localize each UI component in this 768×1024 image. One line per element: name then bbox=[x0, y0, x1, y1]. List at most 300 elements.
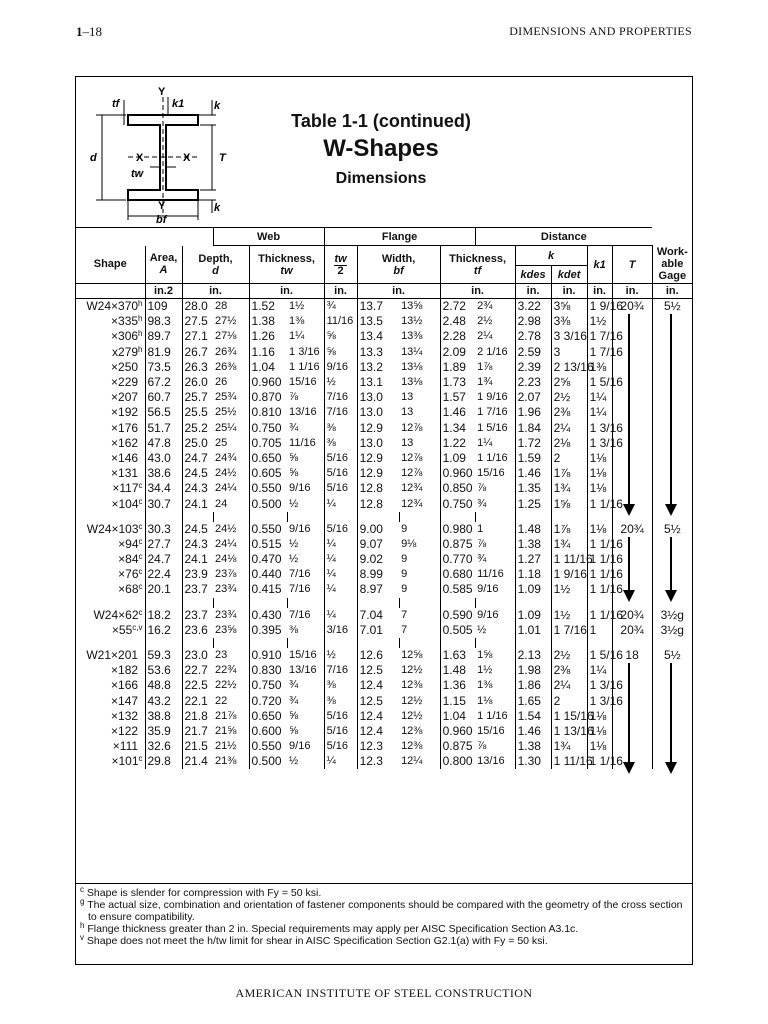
cell-dfrac: 23⅝ bbox=[215, 623, 237, 636]
cell-d: 22.1 bbox=[182, 694, 213, 709]
table-frame bbox=[75, 76, 693, 965]
footnote: $^g$ The actual size, combination and orientation of fastener components should be compared with the geometry of the cross section bbox=[80, 897, 683, 911]
cell-tw: 0.550 bbox=[249, 481, 287, 496]
cell-bff: 7 bbox=[401, 608, 408, 621]
cell-twf: 1⅜ bbox=[289, 315, 305, 328]
cell-dfrac: 23¾ bbox=[215, 583, 237, 596]
cell-twf: ⅝ bbox=[289, 709, 299, 722]
cell-tf: 0.590 bbox=[440, 608, 475, 623]
cell-bf: 12.9 bbox=[357, 421, 399, 436]
svg-text:d: d bbox=[90, 152, 97, 164]
cell-k1: 1½ bbox=[587, 314, 612, 329]
cell-twf: 9/16 bbox=[289, 522, 311, 535]
page-number: 1–18 bbox=[76, 24, 102, 39]
table-row bbox=[76, 405, 692, 420]
cell-bf: 7.04 bbox=[357, 608, 399, 623]
cell-d: 24.7 bbox=[182, 451, 213, 466]
shape-cell: ×182 bbox=[111, 663, 139, 678]
cell-bf: 9.07 bbox=[357, 537, 399, 552]
cell-k1: 1 bbox=[587, 623, 612, 638]
table-row bbox=[76, 481, 692, 496]
cell-kdet: 1½ bbox=[551, 608, 587, 623]
cell-T bbox=[612, 663, 652, 678]
cell-twf: 15/16 bbox=[289, 649, 317, 662]
cell-d: 24.5 bbox=[182, 466, 213, 481]
cell-bf: 13.0 bbox=[357, 390, 399, 405]
cell-kdet: 1⅞ bbox=[551, 466, 587, 481]
cell-kdet: 1¾ bbox=[551, 481, 587, 496]
cell-gage bbox=[652, 345, 692, 360]
cell-kdes: 1.72 bbox=[515, 436, 551, 451]
cell-tff: 1¼ bbox=[477, 436, 493, 449]
cell-d: 25.2 bbox=[182, 421, 213, 436]
cell-bff: 12⅝ bbox=[401, 649, 423, 662]
cell-tff: 1⅝ bbox=[477, 649, 493, 662]
cell-A: 35.9 bbox=[145, 724, 182, 739]
cell-bff: 12¾ bbox=[401, 482, 423, 495]
cell-A: 73.5 bbox=[145, 360, 182, 375]
shape-cell: $\times 117^c$ bbox=[112, 481, 143, 496]
cell-A: 20.1 bbox=[145, 582, 182, 597]
table-row bbox=[76, 582, 692, 597]
cell-kdet: 1¾ bbox=[551, 739, 587, 754]
cell-twf: 13/16 bbox=[289, 406, 317, 419]
cell-kdes: 1.48 bbox=[515, 522, 551, 537]
cell-d: 25.0 bbox=[182, 436, 213, 451]
cell-tf: 1.63 bbox=[440, 648, 475, 663]
cell-twf: 9/16 bbox=[289, 740, 311, 753]
cell-twf: 9/16 bbox=[289, 482, 311, 495]
cell-bff: 7 bbox=[401, 623, 408, 636]
cell-k1: 1¼ bbox=[587, 405, 612, 420]
cell-k1: 1 3/16 bbox=[587, 694, 612, 709]
cell-d: 24.3 bbox=[182, 481, 213, 496]
svg-text:k: k bbox=[214, 202, 221, 214]
group-web: Web bbox=[213, 228, 324, 246]
cell-gage bbox=[652, 360, 692, 375]
cell-k1: 1¼ bbox=[587, 663, 612, 678]
cell-kdes: 1.54 bbox=[515, 709, 551, 724]
cell-gage bbox=[652, 694, 692, 709]
cell-k1: 1⅛ bbox=[587, 522, 612, 537]
cell-gage bbox=[652, 375, 692, 390]
shape-cell: ×132 bbox=[111, 708, 139, 723]
shape-cell: ×111 bbox=[112, 739, 139, 754]
cell-kdes: 3.22 bbox=[515, 299, 551, 315]
cell-twf: ⅝ bbox=[289, 451, 299, 464]
cell-tff: 1 1/16 bbox=[477, 709, 508, 722]
cell-tw: 0.500 bbox=[249, 754, 287, 769]
shape-cell: ×250 bbox=[111, 359, 139, 374]
cell-A: 67.2 bbox=[145, 375, 182, 390]
cell-k1: 1 1/16 bbox=[587, 567, 612, 582]
arrow-head-icon bbox=[623, 504, 635, 516]
col-flange-width: Width, bf bbox=[357, 246, 440, 284]
cell-tf: 0.800 bbox=[440, 754, 475, 769]
cell-bf: 13.7 bbox=[357, 299, 399, 315]
cell-bf: 13.1 bbox=[357, 375, 399, 390]
svg-text:k: k bbox=[214, 100, 221, 112]
cell-dfrac: 25¾ bbox=[215, 391, 237, 404]
cell-tw2: ¼ bbox=[324, 567, 357, 582]
cell-bf: 12.3 bbox=[357, 754, 399, 769]
cell-k1: 1⅛ bbox=[587, 451, 612, 466]
cell-T bbox=[612, 360, 652, 375]
cell-d: 26.3 bbox=[182, 360, 213, 375]
cell-twf: 15/16 bbox=[289, 376, 317, 389]
cell-tff: 1⅛ bbox=[477, 694, 493, 707]
cell-tf: 0.960 bbox=[440, 724, 475, 739]
cell-tw: 1.04 bbox=[249, 360, 287, 375]
table-title-line2: W-Shapes bbox=[323, 135, 439, 162]
cell-A: 30.7 bbox=[145, 496, 182, 511]
cell-k1: 1 5/16 bbox=[587, 375, 612, 390]
shape-cell: ×147 bbox=[111, 693, 139, 708]
svg-text:X: X bbox=[136, 152, 144, 164]
cell-dfrac: 21⅝ bbox=[215, 724, 237, 737]
cell-bf: 13.2 bbox=[357, 360, 399, 375]
cell-d: 24.5 bbox=[182, 522, 213, 537]
cell-tff: ¾ bbox=[477, 553, 487, 566]
cell-tw2: ¾ bbox=[324, 299, 357, 315]
cell-kdet: 2 bbox=[551, 694, 587, 709]
cell-tf: 1.46 bbox=[440, 405, 475, 420]
cell-tw2: 5/16 bbox=[324, 481, 357, 496]
cell-k1: 1⅛ bbox=[587, 724, 612, 739]
cell-gage bbox=[652, 552, 692, 567]
cell-kdet: 1 11/16 bbox=[551, 552, 587, 567]
cell-d: 23.7 bbox=[182, 608, 213, 623]
cell-kdes: 1.18 bbox=[515, 567, 551, 582]
table-title-line3: Dimensions bbox=[335, 170, 427, 187]
cell-dfrac: 28 bbox=[215, 300, 228, 313]
table-row bbox=[76, 451, 692, 466]
cell-T bbox=[612, 390, 652, 405]
cell-tf: 1.48 bbox=[440, 663, 475, 678]
cell-tw: 0.720 bbox=[249, 694, 287, 709]
shape-cell: ×162 bbox=[111, 435, 139, 450]
cell-dfrac: 26⅜ bbox=[215, 360, 237, 373]
cell-twf: ¾ bbox=[289, 421, 299, 434]
cell-T bbox=[612, 724, 652, 739]
cell-bff: 13 bbox=[401, 406, 414, 419]
cell-tw2: 5/16 bbox=[324, 522, 357, 537]
cell-bff: 12⅜ bbox=[401, 724, 423, 737]
cell-twf: 1 3/16 bbox=[289, 345, 320, 358]
cell-twf: 1¼ bbox=[289, 330, 305, 343]
shape-cell: $\times 84^c$ bbox=[118, 552, 143, 567]
cell-A: 51.7 bbox=[145, 421, 182, 436]
col-area: Area, A bbox=[145, 246, 182, 284]
cell-kdes: 1.38 bbox=[515, 537, 551, 552]
shape-cell: $W24\times 62^c$ bbox=[93, 607, 143, 622]
cell-gage bbox=[652, 329, 692, 344]
cell-d: 22.7 bbox=[182, 663, 213, 678]
shape-cell: ×131 bbox=[111, 466, 139, 481]
cell-kdet: 2½ bbox=[551, 390, 587, 405]
cell-dfrac: 24 bbox=[215, 497, 228, 510]
cell-dfrac: 24¼ bbox=[215, 537, 237, 550]
cell-twf: ⅝ bbox=[289, 467, 299, 480]
cell-kdes: 1.86 bbox=[515, 678, 551, 693]
cell-tff: 15/16 bbox=[477, 724, 505, 737]
cell-bff: 12⅞ bbox=[401, 467, 423, 480]
cell-tw2: 3/16 bbox=[324, 623, 357, 638]
cell-kdes: 1.09 bbox=[515, 608, 551, 623]
cell-tf: 2.09 bbox=[440, 345, 475, 360]
cell-tw2: 7/16 bbox=[324, 663, 357, 678]
cell-kdet: 2¼ bbox=[551, 678, 587, 693]
cell-kdet: 2⅝ bbox=[551, 375, 587, 390]
cell-k1: 1 1/16 bbox=[587, 552, 612, 567]
cell-tw: 0.430 bbox=[249, 608, 287, 623]
cell-tf: 0.750 bbox=[440, 496, 475, 511]
cell-d: 24.1 bbox=[182, 552, 213, 567]
cell-kdes: 1.30 bbox=[515, 754, 551, 769]
cell-bf: 13.0 bbox=[357, 436, 399, 451]
cell-tf: 1.89 bbox=[440, 360, 475, 375]
cell-bf: 9.00 bbox=[357, 522, 399, 537]
cell-T bbox=[612, 451, 652, 466]
cell-k1: 1⅜ bbox=[587, 360, 612, 375]
cell-dfrac: 27½ bbox=[215, 315, 237, 328]
group-spacer bbox=[76, 598, 692, 608]
cell-kdet: 1 7/16 bbox=[551, 623, 587, 638]
cell-dfrac: 24⅛ bbox=[215, 553, 237, 566]
cell-dfrac: 21⅜ bbox=[215, 755, 237, 768]
cell-tf: 1.36 bbox=[440, 678, 475, 693]
cell-bff: 12¼ bbox=[401, 755, 423, 768]
cell-gage bbox=[652, 739, 692, 754]
table-row bbox=[76, 739, 692, 754]
cell-gage bbox=[652, 466, 692, 481]
cell-A: 18.2 bbox=[145, 608, 182, 623]
cell-tw2: ½ bbox=[324, 648, 357, 663]
cell-tw: 0.550 bbox=[249, 739, 287, 754]
cell-tw: 0.515 bbox=[249, 537, 287, 552]
cell-kdes: 1.84 bbox=[515, 421, 551, 436]
cell-dfrac: 25¼ bbox=[215, 421, 237, 434]
cell-tw2: 9/16 bbox=[324, 360, 357, 375]
cell-tf: 1.22 bbox=[440, 436, 475, 451]
cell-tf: 1.04 bbox=[440, 709, 475, 724]
cell-tw: 0.705 bbox=[249, 436, 287, 451]
cell-d: 25.5 bbox=[182, 405, 213, 420]
arrow-head-icon bbox=[665, 504, 677, 516]
arrow-head-icon bbox=[665, 762, 677, 774]
cell-T bbox=[612, 739, 652, 754]
table-body bbox=[76, 299, 692, 770]
cell-bf: 12.8 bbox=[357, 481, 399, 496]
cell-tw2: ⅜ bbox=[324, 436, 357, 451]
table-row bbox=[76, 360, 692, 375]
cell-dfrac: 23 bbox=[215, 649, 228, 662]
cell-tw: 0.415 bbox=[249, 582, 287, 597]
cell-d: 26.0 bbox=[182, 375, 213, 390]
cell-A: 81.9 bbox=[145, 345, 182, 360]
cell-bff: 9 bbox=[401, 553, 408, 566]
cell-tf: 0.505 bbox=[440, 623, 475, 638]
cell-tw2: 5/16 bbox=[324, 709, 357, 724]
shape-cell: $\times 306^h$ bbox=[111, 329, 143, 344]
cell-d: 27.1 bbox=[182, 329, 213, 344]
cell-tw: 0.500 bbox=[249, 496, 287, 511]
cell-gage bbox=[652, 390, 692, 405]
shape-cell: $W24\times 370^h$ bbox=[86, 299, 143, 314]
cell-k1: 1⅛ bbox=[587, 466, 612, 481]
cell-A: 109 bbox=[145, 299, 182, 315]
cell-d: 22.5 bbox=[182, 678, 213, 693]
cell-k1: 1¼ bbox=[587, 390, 612, 405]
cell-k1: 1 3/16 bbox=[587, 678, 612, 693]
cell-twf: ½ bbox=[289, 553, 299, 566]
running-head: DIMENSIONS AND PROPERTIES bbox=[509, 24, 692, 38]
cell-gage bbox=[652, 314, 692, 329]
cell-A: 22.4 bbox=[145, 567, 182, 582]
svg-text:T: T bbox=[219, 152, 226, 164]
cell-k1: 1 7/16 bbox=[587, 329, 612, 344]
cell-gage bbox=[652, 421, 692, 436]
cell-bff: 12⅜ bbox=[401, 740, 423, 753]
cell-tf: 1.15 bbox=[440, 694, 475, 709]
cell-T bbox=[612, 405, 652, 420]
cell-tf: 1.57 bbox=[440, 390, 475, 405]
cell-A: 38.8 bbox=[145, 709, 182, 724]
cell-tff: 2 1/16 bbox=[477, 345, 508, 358]
cell-tw: 0.810 bbox=[249, 405, 287, 420]
cell-tf: 0.875 bbox=[440, 537, 475, 552]
svg-text:Y: Y bbox=[158, 86, 166, 98]
cell-A: 56.5 bbox=[145, 405, 182, 420]
cell-d: 21.5 bbox=[182, 739, 213, 754]
table-row bbox=[76, 648, 692, 663]
cell-A: 16.2 bbox=[145, 623, 182, 638]
cell-tff: 1 9/16 bbox=[477, 391, 508, 404]
cell-tf: 1.34 bbox=[440, 421, 475, 436]
cell-tw2: 5/16 bbox=[324, 466, 357, 481]
col-tw-half: tw 2 bbox=[324, 246, 357, 284]
table-row bbox=[76, 663, 692, 678]
cell-kdes: 2.39 bbox=[515, 360, 551, 375]
svg-text:Y: Y bbox=[158, 200, 166, 212]
cell-bf: 13.4 bbox=[357, 329, 399, 344]
cell-twf: 1½ bbox=[289, 300, 305, 313]
cell-kdes: 1.35 bbox=[515, 481, 551, 496]
cell-tw2: 7/16 bbox=[324, 405, 357, 420]
cell-bf: 13.3 bbox=[357, 345, 399, 360]
cell-gage bbox=[652, 663, 692, 678]
cell-tf: 0.770 bbox=[440, 552, 475, 567]
table-row bbox=[76, 694, 692, 709]
cell-kdet: 1 13/16 bbox=[551, 724, 587, 739]
cell-A: 34.4 bbox=[145, 481, 182, 496]
cell-kdet: 2⅜ bbox=[551, 663, 587, 678]
cell-dfrac: 22¾ bbox=[215, 664, 237, 677]
shape-cell: W21×201 bbox=[86, 648, 139, 663]
cell-gage bbox=[652, 537, 692, 552]
cell-tw2: ⅝ bbox=[324, 345, 357, 360]
svg-text:tf: tf bbox=[112, 98, 120, 110]
cell-tf: 1.73 bbox=[440, 375, 475, 390]
footnote: $^v$ Shape does not meet the h/tw limit for shear in AISC Specification Section G2.1(a) with Fy = 50 ksi. bbox=[80, 933, 548, 947]
cell-tw: 0.550 bbox=[249, 522, 287, 537]
group-spacer bbox=[76, 512, 692, 522]
shape-cell: $\times 335^h$ bbox=[111, 314, 143, 329]
group-distance: Distance bbox=[475, 228, 652, 246]
cell-bff: 9 bbox=[401, 583, 408, 596]
cell-dfrac: 24½ bbox=[215, 522, 237, 535]
shape-cell: $\times 76^c$ bbox=[118, 567, 143, 582]
title-area bbox=[76, 77, 692, 227]
cell-bff: 9⅛ bbox=[401, 537, 417, 550]
cell-tf: 0.875 bbox=[440, 739, 475, 754]
cell-dfrac: 24½ bbox=[215, 467, 237, 480]
shape-cell: $\times 68^c$ bbox=[118, 582, 143, 597]
cell-k1: 1 1/16 bbox=[587, 582, 612, 597]
cell-bff: 12½ bbox=[401, 709, 423, 722]
cell-d: 21.4 bbox=[182, 754, 213, 769]
cell-bf: 8.97 bbox=[357, 582, 399, 597]
cell-tw2: 5/16 bbox=[324, 724, 357, 739]
cell-tf: 0.850 bbox=[440, 481, 475, 496]
cell-tw2: ¼ bbox=[324, 582, 357, 597]
cell-tff: ½ bbox=[477, 623, 487, 636]
col-shape: Shape bbox=[93, 258, 127, 271]
cell-A: 48.8 bbox=[145, 678, 182, 693]
cell-tff: 2¼ bbox=[477, 330, 493, 343]
cell-gage: 5½ bbox=[652, 648, 692, 663]
cell-dfrac: 27⅛ bbox=[215, 330, 237, 343]
cell-tff: ¾ bbox=[477, 497, 487, 510]
cell-tw: 0.395 bbox=[249, 623, 287, 638]
cell-tff: 11/16 bbox=[477, 568, 504, 581]
cell-dfrac: 22 bbox=[215, 694, 228, 707]
cell-kdet: 1 15/16 bbox=[551, 709, 587, 724]
cell-tw: 0.870 bbox=[249, 390, 287, 405]
cell-gage bbox=[652, 451, 692, 466]
cell-tw2: ¼ bbox=[324, 754, 357, 769]
cell-tff: 1 bbox=[477, 522, 484, 535]
cell-bff: 13 bbox=[401, 436, 414, 449]
dimensions-table bbox=[76, 227, 692, 769]
col-web-thickness: Thickness, tw bbox=[249, 246, 324, 284]
w-shape-figure bbox=[86, 85, 236, 223]
shape-cell: ×176 bbox=[111, 420, 139, 435]
cell-bff: 13¼ bbox=[401, 345, 423, 358]
cell-gage: 5½ bbox=[652, 522, 692, 537]
cell-tw2: ⅜ bbox=[324, 678, 357, 693]
table-row bbox=[76, 724, 692, 739]
cell-twf: ¾ bbox=[289, 679, 299, 692]
cell-twf: ¾ bbox=[289, 694, 299, 707]
cell-T: 20¾ bbox=[612, 623, 652, 638]
cell-bf: 12.9 bbox=[357, 466, 399, 481]
cell-gage bbox=[652, 567, 692, 582]
cell-tff: 1 5/16 bbox=[477, 421, 508, 434]
cell-d: 25.7 bbox=[182, 390, 213, 405]
shape-cell: $\times 101^c$ bbox=[111, 754, 143, 769]
shape-cell: ×229 bbox=[111, 375, 139, 390]
shape-cell: ×166 bbox=[111, 678, 139, 693]
cell-bff: 13⅜ bbox=[401, 330, 423, 343]
cell-bf: 12.9 bbox=[357, 451, 399, 466]
cell-tf: 2.48 bbox=[440, 314, 475, 329]
cell-gage: 3½g bbox=[652, 608, 692, 623]
cell-tff: 2½ bbox=[477, 315, 493, 328]
cell-d: 23.9 bbox=[182, 567, 213, 582]
table-row bbox=[76, 345, 692, 360]
cell-A: 29.8 bbox=[145, 754, 182, 769]
